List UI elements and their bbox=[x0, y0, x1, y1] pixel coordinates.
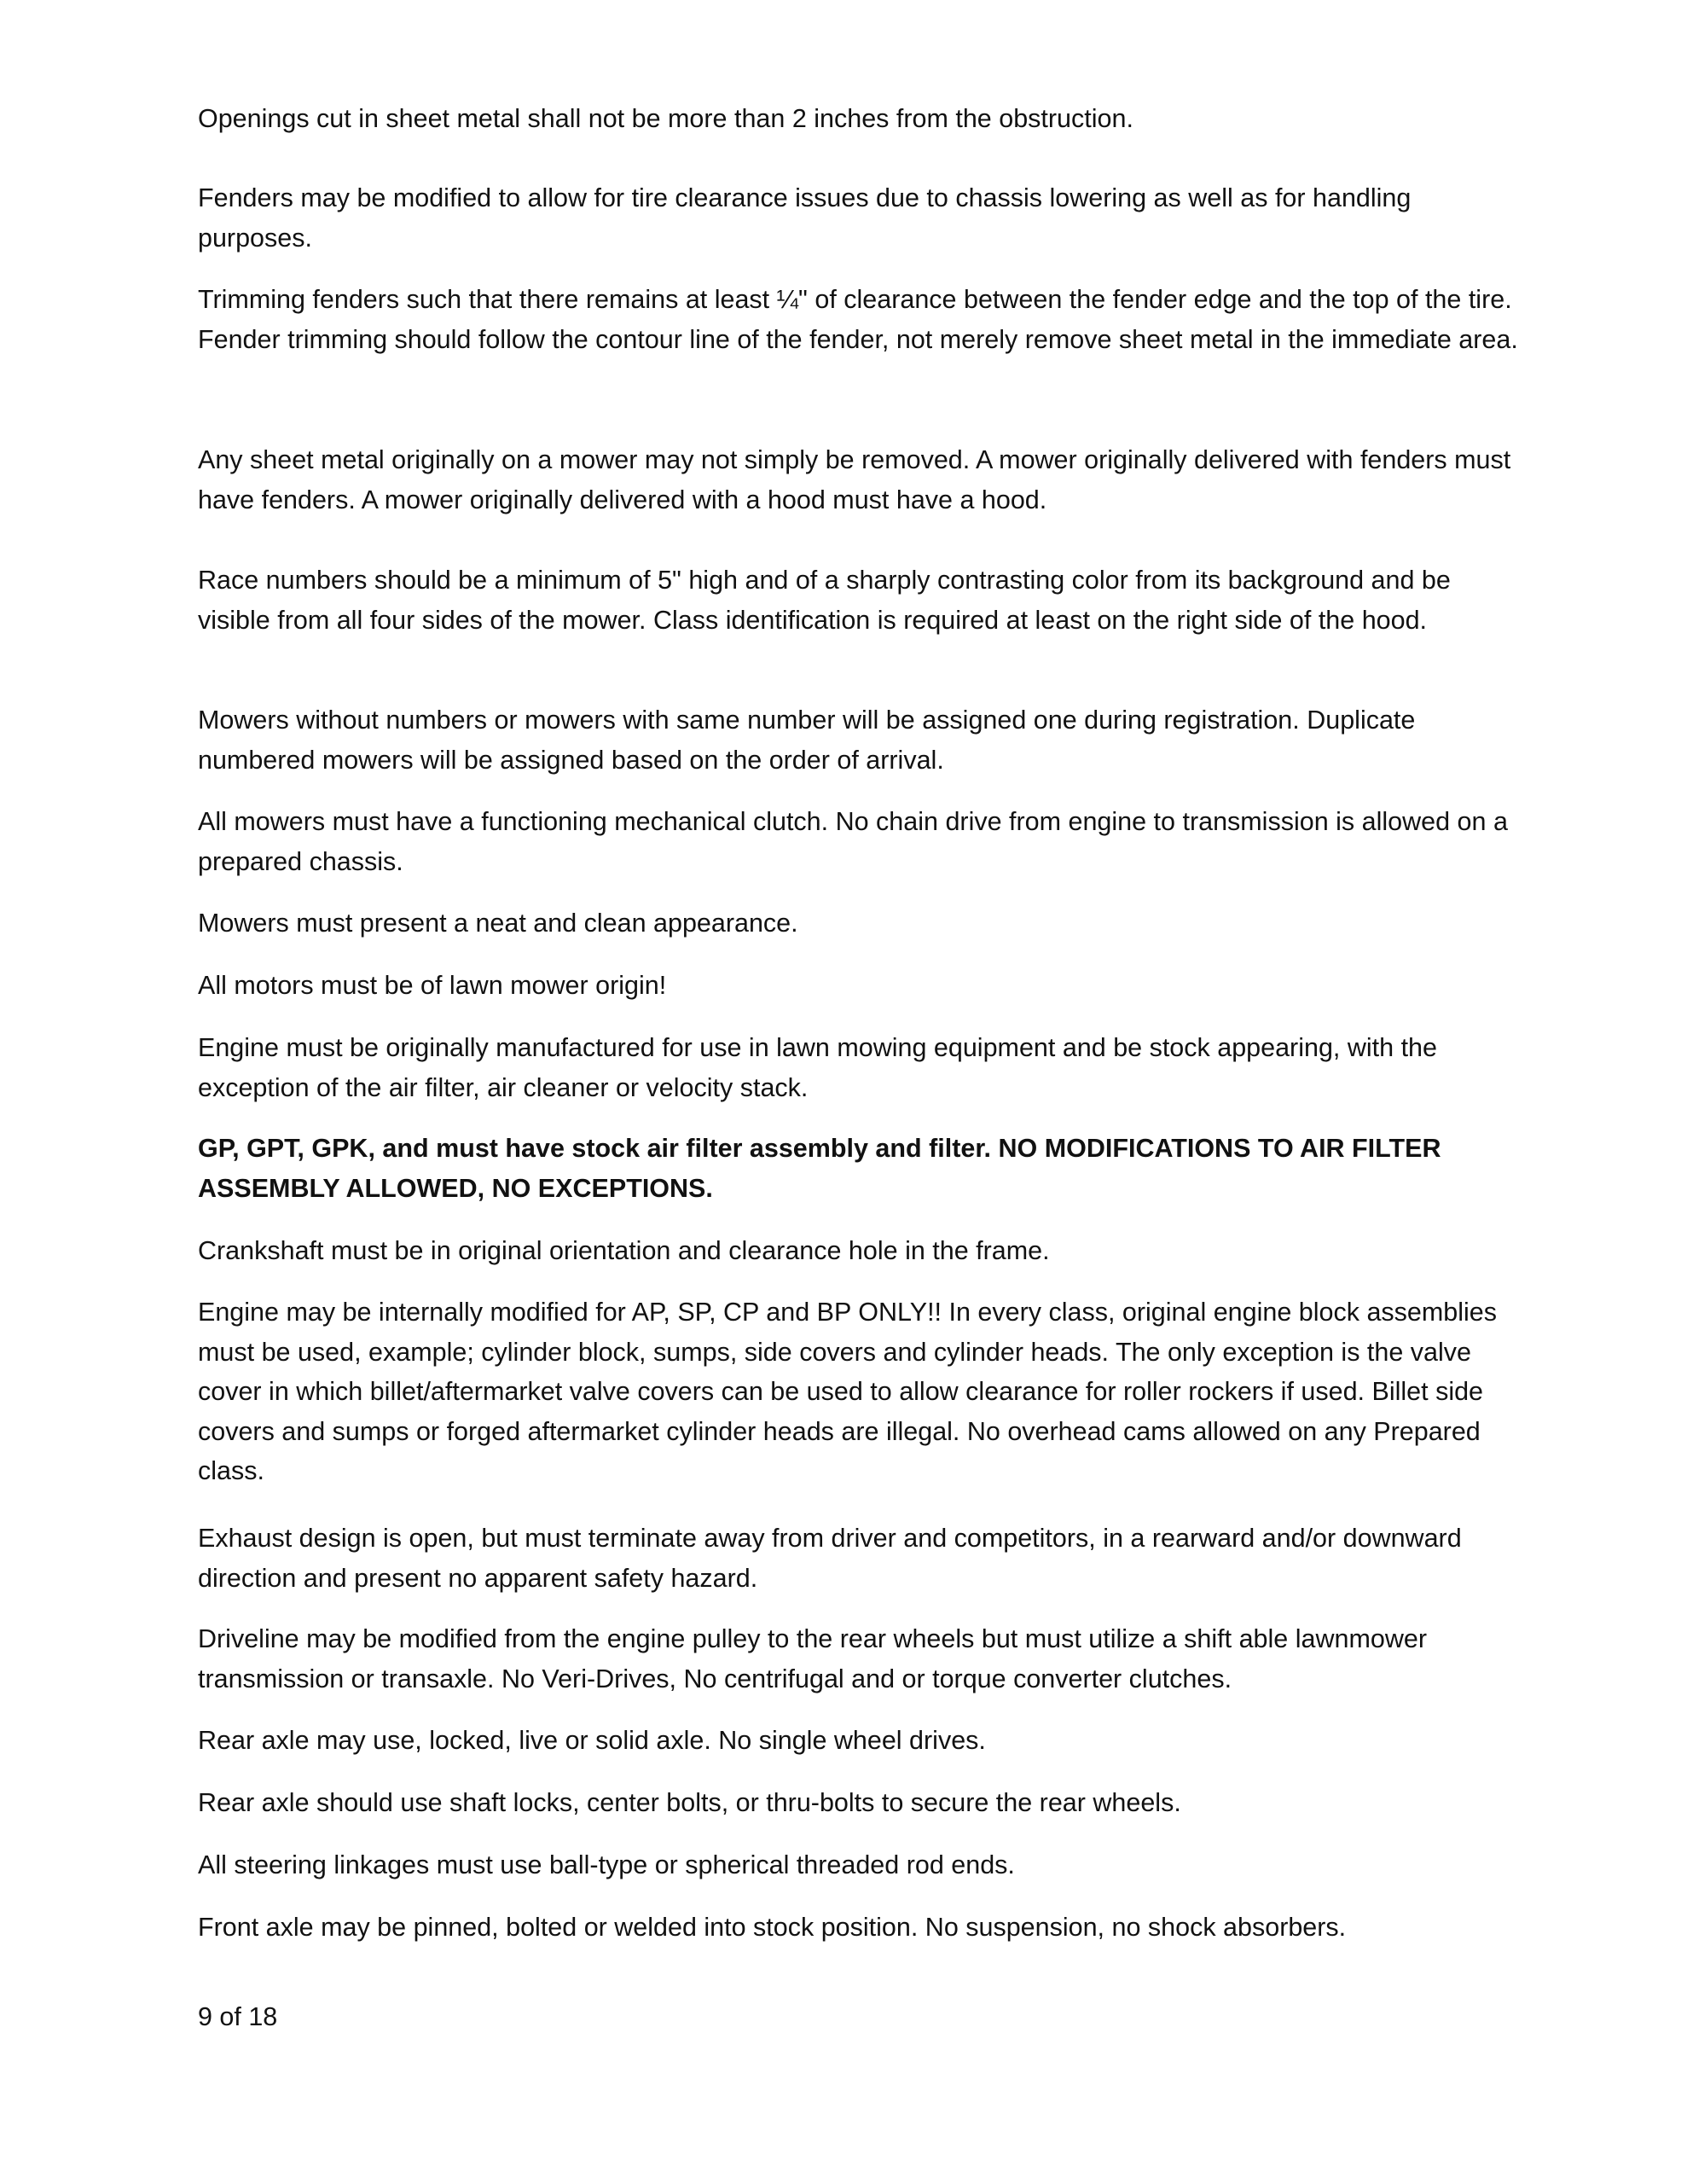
paragraph-number-assignment: Mowers without numbers or mowers with same number will be assigned one during registration. Duplicate numbered mowers will be assigned based on the order of arrival. bbox=[198, 706, 1416, 775]
paragraph-fender-modification: Fenders may be modified to allow for tire clearance issues due to chassis lowering as well as for handling purposes. bbox=[198, 183, 1412, 253]
paragraph-sheet-metal-removal: Any sheet metal originally on a mower may not simply be removed. A mower originally delivered with fenders must have fenders. A mower originally delivered with a hood must have a hood. bbox=[198, 445, 1511, 514]
paragraph-engine-modification: Engine may be internally modified for AP, SP, CP and BP ONLY!! In every class, original engine block assemblies must be used, example; cylinder block, sumps, side covers and cylinder heads. The only exception is the valve cover in which billet/aftermarket valve covers can be used to allow clearance for roller rockers if used. Billet side covers and sumps or forged aftermarket cylinder heads are illegal. No overhead cams allowed on any Prepared class. bbox=[198, 1298, 1498, 1485]
paragraph-race-numbers: Race numbers should be a minimum of 5" high and of a sharply contrasting color from its background and be visible from all four sides of the mower. Class identification is required at least on the right side of the hood. bbox=[198, 566, 1451, 635]
paragraph-appearance: Mowers must present a neat and clean appearance. bbox=[198, 909, 798, 938]
paragraph-rear-axle-type: Rear axle may use, locked, live or solid axle. No single wheel drives. bbox=[198, 1726, 986, 1755]
paragraph-air-filter-rule: GP, GPT, GPK, and must have stock air filter assembly and filter. NO MODIFICATIONS TO AIR FILTER ASSEMBLY ALLOWED, NO EXCEPTIONS. bbox=[198, 1134, 1441, 1203]
page-number: 9 of 18 bbox=[198, 2002, 278, 2031]
paragraph-steering-linkages: All steering linkages must use ball-type or spherical threaded rod ends. bbox=[198, 1850, 1015, 1879]
paragraph-motor-origin: All motors must be of lawn mower origin! bbox=[198, 971, 667, 1000]
paragraph-fender-trimming: Trimming fenders such that there remains at least ¼" of clearance between the fender edge and the top of the tire. Fender trimming should follow the contour line of the fender, not merely remove sheet metal in the immediate area. bbox=[198, 285, 1518, 354]
paragraph-rear-axle-locks: Rear axle should use shaft locks, center bolts, or thru-bolts to secure the rear wheels. bbox=[198, 1788, 1181, 1817]
paragraph-driveline: Driveline may be modified from the engine pulley to the rear wheels but must utilize a shift able lawnmower transmission or transaxle. No Veri-Drives, No centrifugal and or torque converter clutches. bbox=[198, 1624, 1427, 1693]
paragraph-exhaust: Exhaust design is open, but must terminate away from driver and competitors, in a rearward and/or downward direction and present no apparent safety hazard. bbox=[198, 1524, 1462, 1593]
paragraph-crankshaft: Crankshaft must be in original orientation and clearance hole in the frame. bbox=[198, 1236, 1050, 1265]
paragraph-front-axle: Front axle may be pinned, bolted or welded into stock position. No suspension, no shock absorbers. bbox=[198, 1913, 1347, 1942]
paragraph-engine-origin: Engine must be originally manufactured for use in lawn mowing equipment and be stock appearing, with the exception of the air filter, air cleaner or velocity stack. bbox=[198, 1033, 1437, 1102]
paragraph-sheet-metal-openings: Openings cut in sheet metal shall not be more than 2 inches from the obstruction. bbox=[198, 104, 1133, 133]
paragraph-clutch: All mowers must have a functioning mechanical clutch. No chain drive from engine to transmission is allowed on a prepared chassis. bbox=[198, 807, 1508, 876]
